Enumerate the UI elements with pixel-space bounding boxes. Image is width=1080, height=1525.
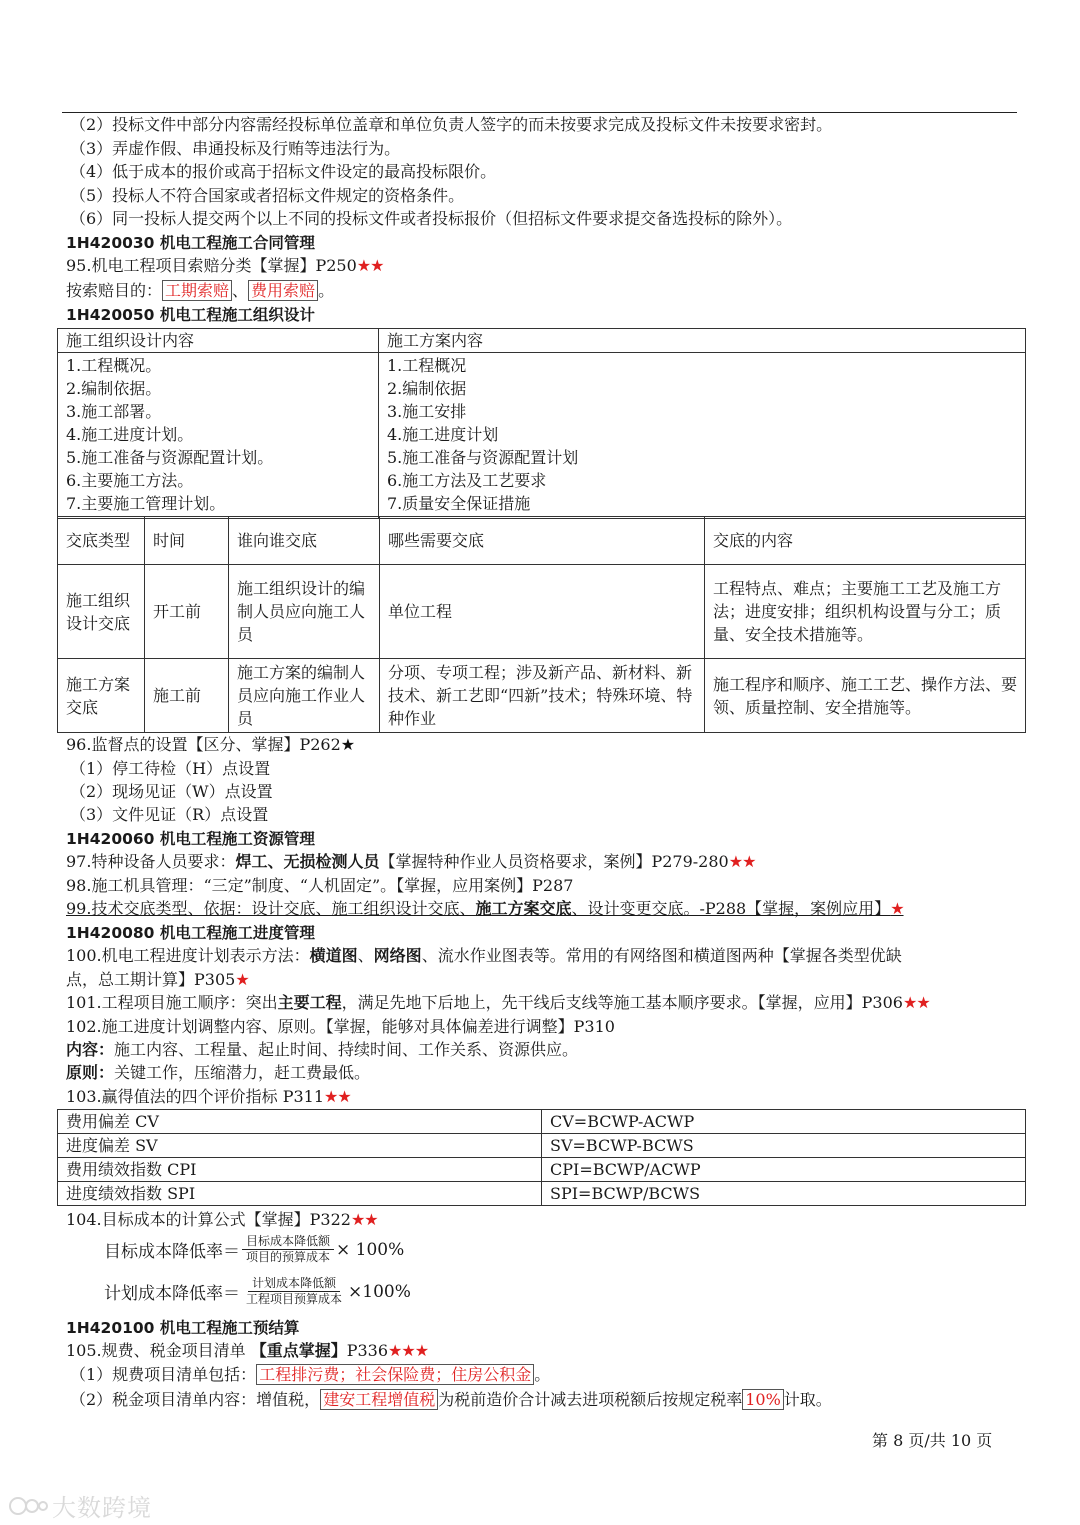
star-icon: ★★ bbox=[728, 852, 756, 871]
table-cell: CV=BCWP-ACWP bbox=[542, 1110, 1026, 1134]
table-cell: 开工前 bbox=[145, 565, 229, 659]
table-cell: 施工方案的编制人员应向施工作业人员 bbox=[229, 659, 380, 733]
question-103: 103.赢得值法的四个评价指标 P311★★ bbox=[66, 1087, 351, 1106]
table-cell: 费用绩效指数 CPI bbox=[58, 1158, 542, 1182]
table-cell: 1.工程概况。 2.编制依据。 3.施工部署。 4.施工进度计划。 5.施工准备与资源配置计划。 6.主要施工方法。 7.主要施工管理计划。 bbox=[58, 353, 379, 519]
star-icon: ★ bbox=[890, 899, 904, 918]
highlight-box: 费用索赔 bbox=[248, 280, 318, 301]
question-98: 98.施工机具管理：“三定”制度、“人机固定”。【掌握，应用案例】P287 bbox=[66, 876, 574, 895]
answer-95: 按索赔目的： 工期索赔 、 费用索赔 。 bbox=[66, 281, 335, 300]
question-99: 99.技术交底类型、依据：设计交底、施工组织设计交底、施工方案交底、设计变更交底。-P288【掌握，案例应用】★ bbox=[66, 899, 904, 918]
content-line: 内容：施工内容、工程量、起止时间、持续时间、工作关系、资源供应。 bbox=[66, 1040, 579, 1059]
star-icon: ★★ bbox=[350, 1210, 378, 1229]
question-100: 100.机电工程进度计划表示方法：横道图、网络图、流水作业图表等。常用的有网络图和横道图两种【掌握各类型优缺 bbox=[66, 946, 902, 965]
table-cell: 施工前 bbox=[145, 659, 229, 733]
text-line: （2）投标文件中部分内容需经投标单位盖章和单位负责人签字的而未按要求完成及投标文件未按要求密封。 bbox=[70, 115, 833, 134]
section-heading: 1H420060 机电工程施工资源管理 bbox=[66, 830, 315, 848]
table-cell: 费用偏差 CV bbox=[58, 1110, 542, 1134]
watermark: 大数跨境 bbox=[8, 1488, 152, 1523]
design-content-table bbox=[57, 328, 1026, 519]
table-cell: 施工方案交底 bbox=[58, 659, 145, 733]
list-item: （2）现场见证（W）点设置 bbox=[70, 782, 273, 801]
star-icon: ★★ bbox=[902, 993, 930, 1012]
formula-plan-cost: 计划成本降低率＝ $\frac{\text{计划成本降低额}}{\text{工程项目预算成本}}$ ×100% bbox=[104, 1276, 411, 1306]
table-header: 哪些需要交底 bbox=[380, 517, 705, 565]
section-heading: 1H420030 机电工程施工合同管理 bbox=[66, 234, 315, 252]
principle-line: 原则：关键工作，压缩潜力，赶工费最低。 bbox=[66, 1063, 371, 1082]
star-icon: ★★ bbox=[324, 1087, 351, 1106]
table-cell: 进度偏差 SV bbox=[58, 1134, 542, 1158]
table-header: 交底类型 bbox=[58, 517, 145, 565]
highlight-box: 工期索赔 bbox=[162, 280, 232, 301]
question-95: 95.机电工程项目索赔分类【掌握】P250★★ bbox=[66, 256, 384, 275]
table-cell: 施工组织设计交底 bbox=[58, 565, 145, 659]
table-cell: SPI=BCWP/BCWS bbox=[542, 1182, 1026, 1206]
text-line: （3）弄虚作假、串通投标及行贿等违法行为。 bbox=[70, 139, 401, 158]
star-icon: ★ bbox=[340, 735, 356, 754]
star-icon: ★★ bbox=[356, 256, 384, 275]
question-96: 96.监督点的设置【区分、掌握】P262★ bbox=[66, 735, 356, 754]
star-icon: ★ bbox=[235, 970, 249, 989]
question-105: 105.规费、税金项目清单 【重点掌握】P336★★★ bbox=[66, 1341, 429, 1360]
table-cell: 单位工程 bbox=[380, 565, 705, 659]
section-heading: 1H420100 机电工程施工预结算 bbox=[66, 1319, 300, 1337]
question-101: 101.工程项目施工顺序：突出主要工程，满足先地下后地上，先干线后支线等施工基本顺序要求。【掌握，应用】P306★★ bbox=[66, 993, 930, 1012]
table-cell: SV=BCWP-BCWS bbox=[542, 1134, 1026, 1158]
highlight-box: 10% bbox=[742, 1389, 784, 1410]
briefing-table bbox=[57, 516, 1026, 733]
list-item: （2）税金项目清单内容：增值税， 建安工程增值税 为税前造价合计减去进项税额后按规定税率 10% 计取。 bbox=[70, 1390, 832, 1409]
table-header: 谁向谁交底 bbox=[229, 517, 380, 565]
table-cell: 施工程序和顺序、施工工艺、操作方法、要领、质量控制、安全措施等。 bbox=[705, 659, 1026, 733]
question-100-cont: 点，总工期计算】P305★ bbox=[66, 970, 249, 989]
table-cell: 1.工程概况 2.编制依据 3.施工安排 4.施工进度计划 5.施工准备与资源配置计划 6.施工方法及工艺要求 7.质量安全保证措施 bbox=[379, 353, 1026, 519]
table-cell: 施工组织设计的编制人员应向施工人员 bbox=[229, 565, 380, 659]
table-cell: 工程特点、难点；主要施工工艺及施工方法；进度安排；组织机构设置与分工；质量、安全技术措施等。 bbox=[705, 565, 1026, 659]
table-header: 交底的内容 bbox=[705, 517, 1026, 565]
highlight-box: 建安工程增值税 bbox=[320, 1389, 438, 1410]
watermark-logo-icon bbox=[8, 1493, 48, 1519]
section-heading: 1H420050 机电工程施工组织设计 bbox=[66, 306, 315, 324]
list-item: （1）规费项目清单包括： 工程排污费；社会保险费；住房公积金 。 bbox=[70, 1365, 551, 1384]
text-line: （4）低于成本的报价或高于招标文件设定的最高投标限价。 bbox=[70, 162, 497, 181]
star-icon: ★★★ bbox=[388, 1341, 429, 1360]
header-rule bbox=[62, 112, 1017, 113]
section-heading: 1H420080 机电工程施工进度管理 bbox=[66, 924, 315, 942]
question-97: 97.特种设备人员要求：焊工、无损检测人员【掌握特种作业人员资格要求，案例】P279-280★★ bbox=[66, 852, 756, 871]
table-header: 施工组织设计内容 bbox=[58, 329, 379, 353]
question-102: 102.施工进度计划调整内容、原则。【掌握，能够对具体偏差进行调整】P310 bbox=[66, 1017, 615, 1036]
earned-value-table bbox=[57, 1109, 1026, 1206]
table-header: 时间 bbox=[145, 517, 229, 565]
list-item: （1）停工待检（H）点设置 bbox=[70, 759, 271, 778]
list-item: （3）文件见证（R）点设置 bbox=[70, 805, 269, 824]
table-header: 施工方案内容 bbox=[379, 329, 1026, 353]
table-cell: 进度绩效指数 SPI bbox=[58, 1182, 542, 1206]
table-cell: 分项、专项工程；涉及新产品、新材料、新技术、新工艺即“四新”技术；特殊环境、特种作业 bbox=[380, 659, 705, 733]
highlight-box: 工程排污费；社会保险费；住房公积金 bbox=[256, 1364, 534, 1385]
table-cell: CPI=BCWP/ACWP bbox=[542, 1158, 1026, 1182]
text-line: （5）投标人不符合国家或者招标文件规定的资格条件。 bbox=[70, 186, 465, 205]
question-104: 104.目标成本的计算公式【掌握】P322★★ bbox=[66, 1210, 378, 1229]
text-line: （6）同一投标人提交两个以上不同的投标文件或者投标报价（但招标文件要求提交备选投标的除外）。 bbox=[70, 209, 793, 228]
page-number: 第 8 页/共 10 页 bbox=[872, 1431, 993, 1450]
formula-target-cost: 目标成本降低率＝ $\frac{\text{目标成本降低额}}{\text{项目的预算成本}}$ × 100% bbox=[104, 1234, 405, 1264]
